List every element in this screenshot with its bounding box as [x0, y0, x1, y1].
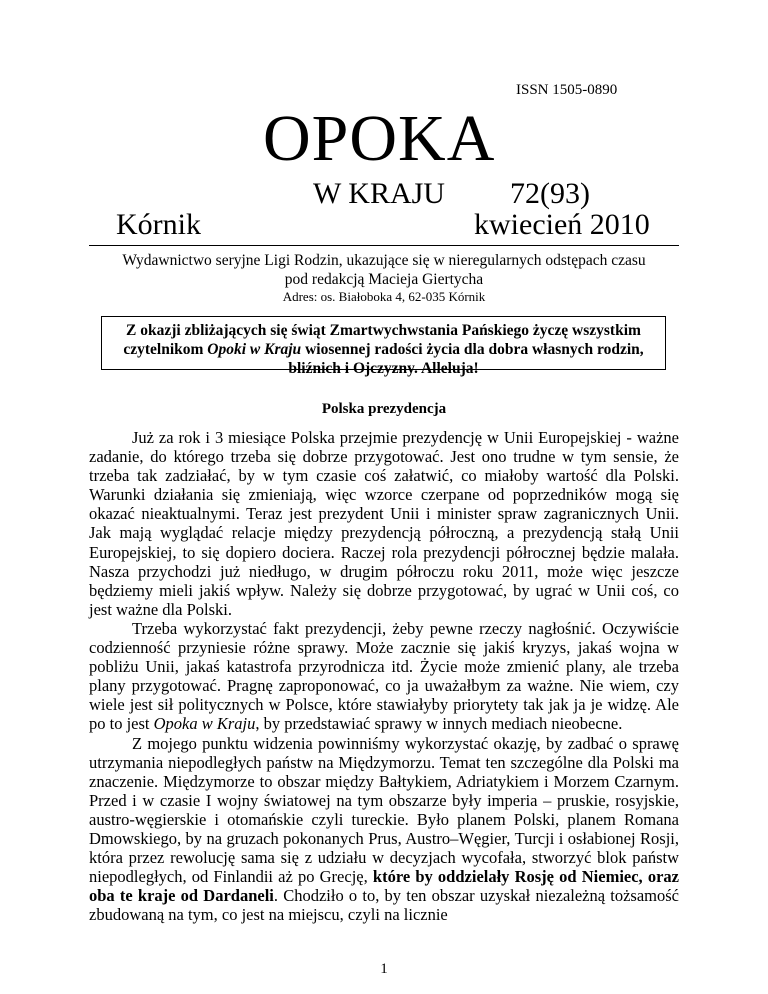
publisher-info	[89, 251, 679, 289]
newsletter-title: OPOKA	[263, 102, 496, 175]
greeting-text: Z okazji zbliżających się świąt Zmartwychwstania Pańskiego życzę wszystkim czytelnikom	[123, 322, 641, 358]
page-number: 1	[380, 961, 388, 977]
editor-line: pod redakcją Macieja Giertycha	[284, 271, 484, 288]
paragraph-text: Trzeba wykorzystać fakt prezydencji, żeby pewne rzeczy nagłośnić. Oczywiście codzienność przyniesie różne sprawy. Może zacznie się jakiś kryzys, jakaś wojna w pobliżu Unii, jakaś katastrofa przyrodnicza itd. Życie może zmienić plany, ale trzeba plany przygotować. Pragnę zaproponować, co ja uważałbym za ważne. Nie wiem, czy wiele jest sił politycznych w Polsce, które stawiałyby priorytety tak jak ja je widzę. Ale po to jest	[89, 618, 679, 734]
article-body	[89, 428, 679, 924]
article-paragraph-3	[89, 734, 679, 925]
greeting-publication-name: Opoki w Kraju	[207, 341, 302, 358]
greeting-text-end: wiosennej radości życia dla dobra własnych rodzin, bliźnich i Ojczyzny. Alleluja!	[288, 341, 644, 377]
article-title: Polska prezydencja	[321, 401, 447, 417]
publisher-address: Adres: os. Białoboka 4, 62-035 Kórnik	[282, 289, 486, 304]
publication-place: Kórnik	[116, 208, 201, 241]
paragraph-text-end: , by przedstawiać sprawy w innych mediach nieobecne.	[255, 714, 623, 734]
emphasized-text: które by oddzielały Rosję od Niemiec, oraz oba te kraje od Dardaneli	[89, 867, 679, 906]
easter-greeting-box	[101, 316, 666, 377]
publication-name: Opoka w Kraju	[153, 714, 256, 734]
issn-number: ISSN 1505-0890	[516, 82, 618, 98]
article-paragraph-2	[89, 619, 679, 734]
publication-date: kwiecień 2010	[474, 208, 650, 241]
paragraph-text: Z mojego punktu widzenia powinniśmy wykorzystać okazję, by zadbać o sprawę utrzymania niepodległych państw na Międzymorzu. Temat ten szczególne dla Polski ma znaczenie. Międzymorze to obszar między Bałtykiem, Adriatykiem i Morzem Czarnym. Przed i w czasie I wojny światowej na tym obszarze były imperia – pruskie, rosyjskie, austro-węgierskie i otomańskie czyli tureckie. Było planem Polski, planem Romana Dmowskiego, by na gruzach pokonanych Prus, Austro–Węgier, Turcji i osłabionej Rosji, która przez rewolucję sama się z udziału w decyzjach wycofała, stworzyć blok państw niepodległych, od Finlandii aż po Grecję,	[89, 733, 679, 887]
newsletter-subtitle: W KRAJU	[313, 177, 445, 210]
header-divider	[89, 245, 679, 246]
publisher-line: Wydawnictwo seryjne Ligi Rodzin, ukazujące się w nieregularnych odstępach czasu	[122, 252, 646, 269]
article-paragraph-1: Już za rok i 3 miesiące Polska przejmie prezydencję w Unii Europejskiej - ważne zadanie, do którego trzeba się dobrze przygotować. Jest ono trudne w tym sensie, że trzeba tak zadziałać, by w tym czasie coś załatwić, co miałoby wartość dla Polski. Warunki działania się zmieniają, więc wzorce czerpane od poprzedników mogą się okazać nieaktualnymi. Teraz jest prezydent Unii i minister spraw zagranicznych Unii. Jak mają wyglądać relacje między prezydencją półroczną, a prezydencją stałą Unii Europejskiej, to się dopiero dociera. Raczej rola prezydencji półrocznej będzie malała. Nasza przychodzi już niedługo, w drugim półroczu roku 2011, może więc jeszcze będziemy mieli jakiś wpływ. Należy się dobrze przygotować, by ugrać w Unii coś, co jest ważne dla Polski.	[89, 428, 679, 619]
issue-number: 72(93)	[510, 177, 590, 210]
paragraph-text-end: . Chodziło o to, by ten obszar uzyskał niezależną tożsamość zbudowaną na tym, co jest na miejscu, czyli na licznie	[89, 886, 680, 925]
